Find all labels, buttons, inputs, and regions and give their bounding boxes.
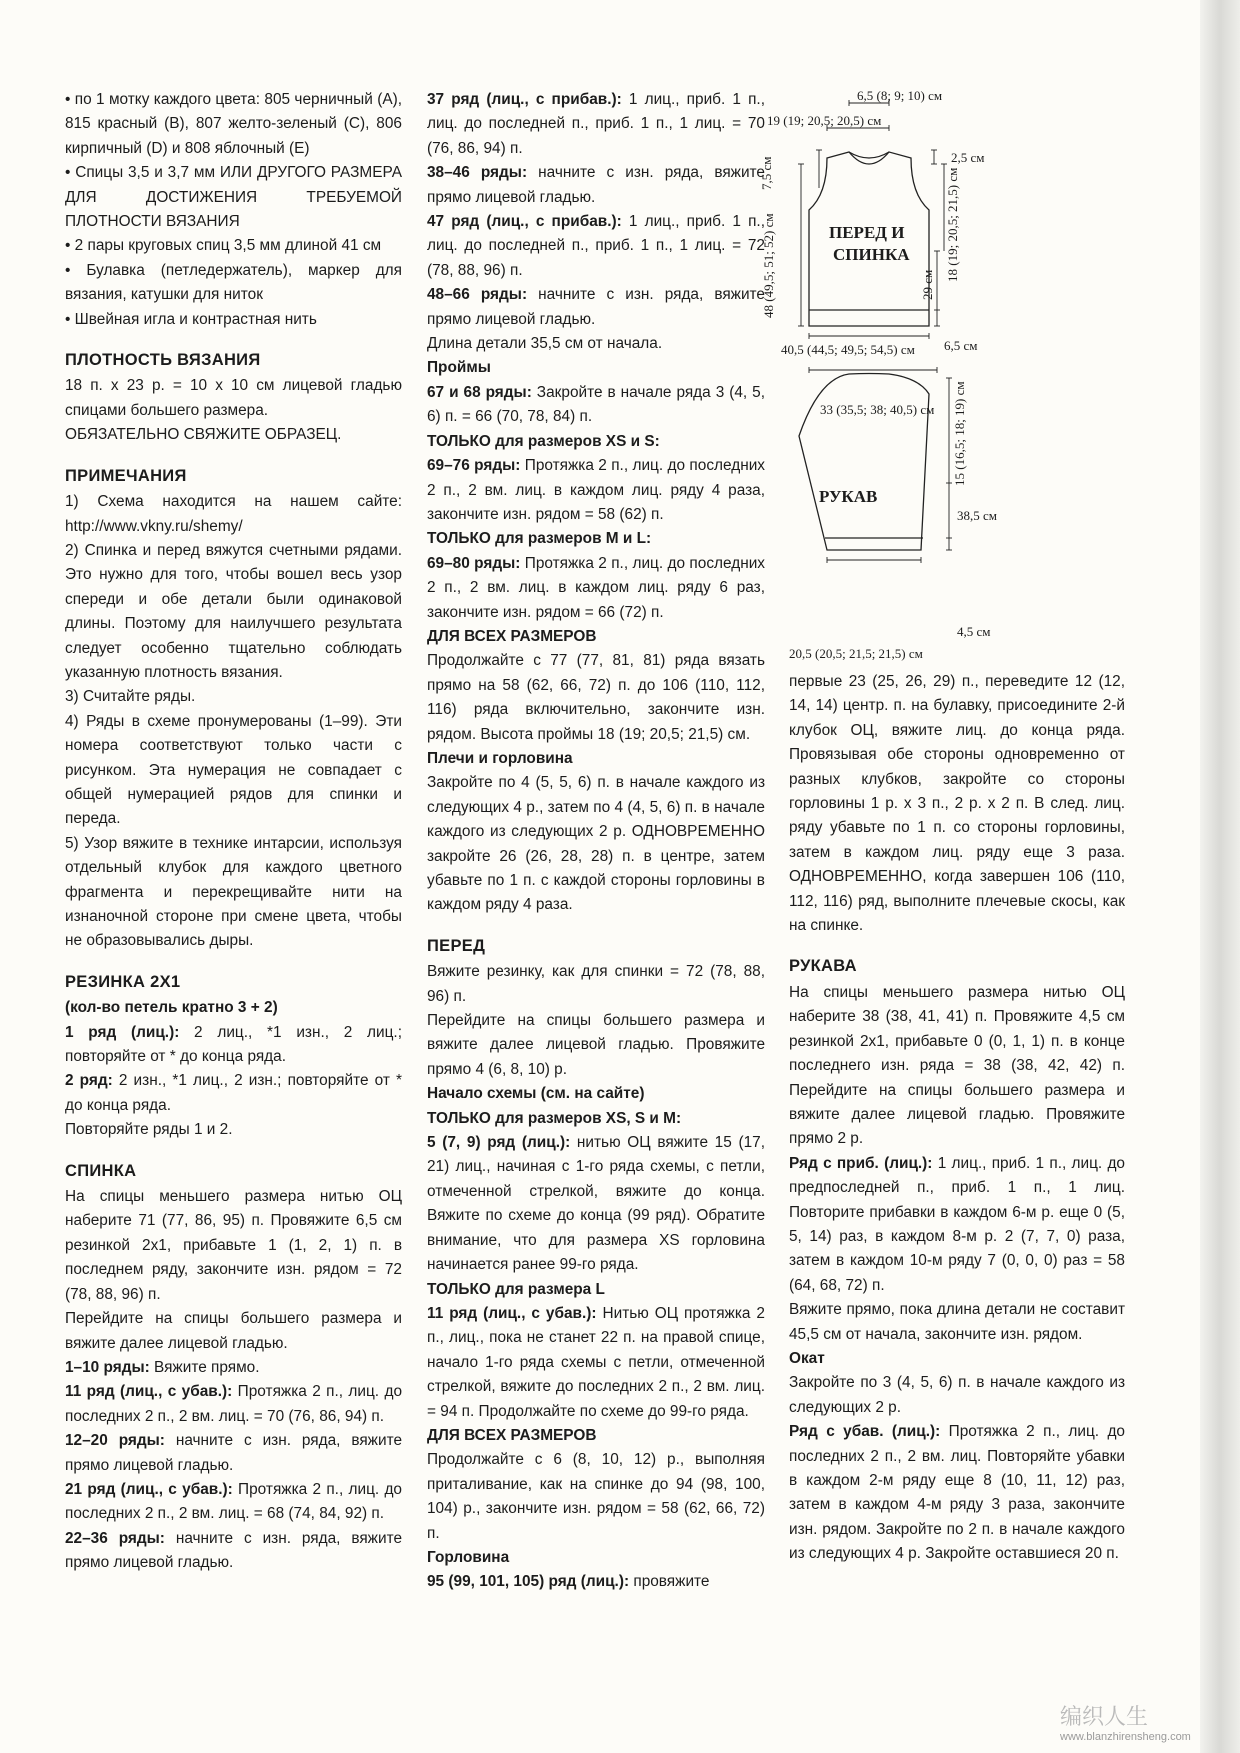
neck-depth-back-label: 2,5 см	[951, 150, 985, 165]
paragraph: На спицы меньшего размера нитью ОЦ наберите 71 (77, 86, 95) п. Провяжите 6,5 см резинкой 2х1, прибавьте 1 (1, 2, 1) п. в последнем ряду, закончите изн. рядом = 72 (78, 88, 96) п.	[65, 1188, 402, 1303]
cap-height-label: 15 (16,5; 18; 19) см	[952, 381, 967, 486]
instruction-row	[427, 1131, 765, 1277]
instruction-row	[427, 88, 765, 161]
row-label: 11 ряд (лиц., с убав.):	[65, 1383, 233, 1401]
paragraph: Длина детали 35,5 см от начала.	[427, 335, 663, 353]
instruction-row	[65, 1429, 402, 1478]
row-text: начните с изн. ряда, вяжите прямо лицевой гладью.	[65, 1432, 402, 1474]
row-text: 1 лиц., приб. 1 п., лиц. до последней п., приб. 1 п., 1 лиц. = 72 (78, 88, 96) п.	[427, 213, 765, 279]
subheading: ТОЛЬКО для размеров XS и S:	[427, 432, 660, 450]
subheading: ТОЛЬКО для размеров M и L:	[427, 530, 652, 548]
dimension-lines	[798, 100, 947, 339]
instruction-row	[65, 1527, 402, 1576]
instruction-row	[427, 454, 765, 527]
row-text: 1 лиц., приб. 1 п., лиц. до последней п., приб. 1 п., 1 лиц. = 70 (76, 86, 94) п.	[427, 91, 765, 157]
instruction-row	[427, 283, 765, 332]
row-text: Протяжка 2 п., лиц. до последних 2 п., 2 вм. лиц. Повторяйте убавки в каждом 2-м ряду еще 8 (10, 11, 12) раз, затем в каждом 4-м ряду 3 раза, закончите изн. рядом. Закройте по 2 п. в начале каждого из следующих 4 р. Закройте оставшиеся 20 п.	[789, 1423, 1125, 1563]
subheading: ТОЛЬКО для размера L	[427, 1280, 605, 1298]
paragraph: 18 п. х 23 р. = 10 х 10 см лицевой гладью спицами большего размера.	[65, 377, 402, 419]
row-text: Протяжка 2 п., лиц. до последних 2 п., 2 вм. лиц. = 68 (74, 84, 92) п.	[65, 1480, 402, 1523]
row-text: начните с изн. ряда, вяжите прямо лицевой гладью.	[65, 1529, 402, 1572]
row-text: 2 лиц., *1 изн., 2 лиц.; повторяйте от * до конца ряда.	[65, 1023, 402, 1066]
instruction-row	[65, 1356, 402, 1380]
row-label: 5 (7, 9) ряд (лиц.):	[427, 1134, 571, 1152]
row-label: 21 ряд (лиц., с убав.):	[65, 1480, 233, 1498]
row-text: начните с изн. ряда, вяжите прямо лицевой гладью.	[427, 164, 765, 206]
watermark-url: www.blanzhirensheng.com	[1060, 1731, 1191, 1743]
row-label: 67 и 68 ряды:	[427, 383, 532, 401]
body-label-2: СПИНКА	[833, 245, 910, 264]
row-label: 11 ряд (лиц., с убав.):	[427, 1304, 597, 1322]
paragraph: Перейдите на спицы большего размера и вяжите далее лицевой гладью.	[65, 1310, 402, 1352]
row-text: нитью ОЦ вяжите 15 (17, 21) лиц., начиная с 1-го ряда схемы, с петли, отмеченной стрелкой, вяжите до конца. Вяжите по схеме до конца (99 ряд). Обратите внимание, что для размера XS горловина начинается ранее 99-го ряда.	[427, 1134, 766, 1274]
paragraph: 1) Схема находится на нашем сайте: http://www.vkny.ru/shemy/	[65, 493, 402, 535]
paragraph: • Спицы 3,5 и 3,7 мм ИЛИ ДРУГОГО РАЗМЕРА ДЛЯ ДОСТИЖЕНИЯ ТРЕБУЕМОЙ ПЛОТНОСТИ ВЯЗАНИЯ	[65, 164, 402, 231]
subheading: ДЛЯ ВСЕХ РАЗМЕРОВ	[427, 627, 597, 645]
sleeve-piece	[799, 374, 929, 551]
row-text: 2 изн., *1 лиц., 2 изн.; повторяйте от * до конца ряда.	[65, 1072, 402, 1114]
instruction-row	[65, 1380, 402, 1429]
row-text: начните с изн. ряда, вяжите прямо лицевой гладью.	[427, 286, 765, 328]
paragraph: ОБЯЗАТЕЛЬНО СВЯЖИТЕ ОБРАЗЕЦ.	[65, 426, 342, 444]
paragraph: Вяжите резинку, как для спинки = 72 (78, 88, 96) п.	[427, 963, 765, 1005]
bottom-width-label: 40,5 (44,5; 49,5; 54,5) см	[781, 342, 915, 357]
row-text: Закройте в начале ряда 3 (4, 5, 6) п. = 66 (70, 78, 84) п.	[427, 383, 765, 426]
paragraph: 3) Считайте ряды.	[65, 688, 196, 706]
instruction-row	[789, 1420, 1125, 1566]
row-label: 95 (99, 101, 105) ряд (лиц.):	[427, 1573, 630, 1591]
instruction-row	[427, 381, 765, 430]
paragraph: Продолжайте с 77 (77, 81, 81) ряда вязать прямо на 58 (62, 66, 72) п. до 106 (110, 112, 116) ряда включительно, закончите изн. рядом. Высота проймы 18 (19; 20,5; 21,5) см.	[427, 652, 765, 743]
row-label: 1 ряд (лиц.):	[65, 1023, 180, 1041]
paragraph: Закройте по 3 (4, 5, 6) п. в начале каждого из следующих 2 р.	[789, 1374, 1125, 1416]
row-label: 47 ряд (лиц., с прибав.):	[427, 213, 622, 231]
subheading: ДЛЯ ВСЕХ РАЗМЕРОВ	[427, 1426, 597, 1444]
instruction-row	[427, 552, 765, 625]
section-heading: ПЕРЕД	[427, 936, 486, 955]
instruction-row	[427, 1302, 765, 1424]
body-length-label: 48 (49,5; 51; 52) см	[761, 213, 776, 318]
paragraph: 5) Узор вяжите в технике интарсии, используя отдельный клубок для каждого цветного фрагмента и перекрещивайте нити на изнаночной стороне при смене цвета, чтобы не образовывались дыры.	[65, 834, 402, 950]
column-right	[789, 670, 1125, 1567]
row-label: 2 ряд:	[65, 1072, 113, 1090]
row-text: Протяжка 2 п., лиц. до последних 2 п., 2 вм. лиц. в каждом лиц. ряду 4 раза, закончите изн. рядом = 58 (62) п.	[427, 457, 765, 523]
subheading: Горловина	[427, 1548, 510, 1566]
instruction-row	[427, 161, 765, 210]
row-text: Протяжка 2 п., лиц. до последних 2 п., 2 вм. лиц. в каждом лиц. ряду 6 раз, закончите изн. рядом = 66 (72) п.	[427, 554, 765, 621]
row-label: 69–76 ряды:	[427, 457, 521, 475]
row-text: Протяжка 2 п., лиц. до последних 2 п., 2 вм. лиц. = 70 (76, 86, 94) п.	[65, 1383, 403, 1425]
subheading: (кол-во петель кратно 3 + 2)	[65, 999, 278, 1017]
subheading: Начало схемы (см. на сайте)	[427, 1085, 645, 1103]
neck-depth-front-label: 7,5 см	[759, 156, 774, 190]
instruction-row	[427, 210, 765, 283]
paragraph: На спицы меньшего размера нитью ОЦ наберите 38 (38, 41, 41) п. Провяжите 4,5 см резинкой 2х1, прибавьте 0 (0, 1, 1) п. в конце последнего изн. ряда = 38 (38, 42, 42) п. Перейдите на спицы большего размера и вяжите далее лицевой гладью. Провяжите прямо 2 р.	[789, 983, 1125, 1148]
cuff-width-label: 20,5 (20,5; 21,5; 21,5) см	[789, 646, 923, 661]
paragraph: 4) Ряды в схеме пронумерованы (1–99). Эти номера соответствуют только части с рисунком. Эта нумерация не совпадает с общей нумерацией рядов для спинки и переда.	[65, 712, 402, 828]
schematic-diagrams	[759, 88, 1125, 668]
sleeve-label: РУКАВ	[819, 487, 878, 506]
column-left	[65, 88, 402, 1576]
rib-sleeve-label: 4,5 см	[957, 624, 991, 639]
rib-body-label: 6,5 см	[944, 338, 978, 353]
section-heading: ПРИМЕЧАНИЯ	[65, 466, 187, 485]
row-label: 12–20 ряды:	[65, 1432, 165, 1450]
row-label: 22–36 ряды:	[65, 1529, 165, 1547]
subheading: Плечи и горловина	[427, 749, 573, 767]
paragraph: • Швейная игла и контрастная нить	[65, 310, 317, 328]
section-heading: РУКАВА	[789, 957, 857, 976]
row-text: провяжите	[629, 1573, 710, 1591]
instruction-row	[789, 1152, 1125, 1298]
row-label: Ряд с приб. (лиц.):	[789, 1154, 933, 1172]
subheading: Проймы	[427, 359, 491, 377]
paragraph: Перейдите на спицы большего размера и вяжите далее лицевой гладью. Провяжите прямо 4 (6, 8, 10) р.	[427, 1012, 765, 1078]
body-label-1: ПЕРЕД И	[829, 223, 905, 242]
paragraph: Продолжайте с 6 (8, 10, 12) р., выполняя приталивание, как на спинке до 94 (98, 100, 104) р., закончите изн. рядом = 58 (62, 66, 72) п.	[427, 1451, 765, 1542]
paragraph: Вяжите прямо, пока длина детали не составит 45,5 см от начала, закончите изн. рядом.	[789, 1301, 1125, 1343]
paragraph: • 2 пары круговых спиц 3,5 мм длиной 41 см	[65, 237, 382, 255]
watermark-logo: 编织人生	[1060, 1705, 1149, 1730]
paragraph: • Булавка (петледержатель), маркер для вязания, катушки для ниток	[65, 261, 402, 304]
row-text: Нитью ОЦ протяжка 2 п., лиц., пока не станет 22 п. на правой спице, начало 1-го ряда схемы с петли, отмеченной стрелкой, вяжите до последних 2 п., 2 вм. лиц. = 94 п. Продолжайте по схеме до 99-го ряда.	[427, 1304, 765, 1420]
instruction-row	[65, 1069, 402, 1118]
page-edge	[1200, 0, 1240, 1753]
paragraph: 2) Спинка и перед вяжутся счетными рядами. Это нужно для того, чтобы вошел весь узор спереди и обе детали были одинаковой длины. Поэтому для наилучшего результата следует особенно тщательно соблюдать указанную плотность вязания.	[65, 541, 402, 681]
row-label: 38–46 ряды:	[427, 164, 528, 182]
sleeve-length-label: 38,5 см	[957, 508, 997, 523]
row-text: Вяжите прямо.	[149, 1358, 260, 1376]
row-label: 37 ряд (лиц., с прибав.):	[427, 91, 622, 108]
paragraph: • по 1 мотку каждого цвета: 805 черничный (A), 815 красный (B), 807 желто-зеленый (C), 806 кирпичный (D) и 808 яблочный (E)	[65, 91, 402, 157]
section-heading: ПЛОТНОСТЬ ВЯЗАНИЯ	[65, 351, 261, 370]
row-label: 1–10 ряды:	[65, 1358, 150, 1376]
sleeve-dimension-lines	[809, 367, 952, 563]
instruction-row	[65, 1021, 402, 1070]
row-label: 69–80 ряды:	[427, 554, 521, 572]
armhole-label: 18 (19; 20,5; 21,5) см	[945, 167, 960, 282]
section-heading: СПИНКА	[65, 1161, 137, 1180]
subheading: Окат	[789, 1349, 825, 1367]
neck-width-label: 6,5 (8; 9; 10) см	[857, 88, 943, 103]
shoulder-width-label: 19 (19; 20,5; 20,5) см	[767, 113, 882, 128]
section-heading: РЕЗИНКА 2Х1	[65, 972, 181, 991]
row-label: 48–66 ряды:	[427, 286, 528, 304]
row-label: Ряд с убав. (лиц.):	[789, 1423, 941, 1441]
row-text: 1 лиц., приб. 1 п., лиц. до предпоследней п., приб. 1 п., 1 лиц. Повторите прибавки в каждом 6-м р. еще 0 (5, 5, 14) раз, в каждом 8-м р. 2 (7, 7, 0) раза, затем в каждом 10-м ряду 7 (0, 0, 0) раз = 58 (64, 68, 72) п.	[789, 1154, 1125, 1294]
paragraph: первые 23 (25, 26, 29) п., переведите 12 (12, 14, 14) центр. п. на булавку, присоедините 2-й клубок ОЦ, вяжите лиц. до конца ряда. Провязывая обе стороны одновременно от разных клубков, закройте со стороны горловины 1 р. х 3 п., 2 р. х 2 п. В след. лиц. ряду убавьте по 1 п. со стороны горловины, затем в каждом лиц. ряду еще 3 раза. ОДНОВРЕМЕННО, когда завершен 106 (110, 112, 116) ряд, выполните плечевые скосы, как на спинке.	[789, 673, 1125, 935]
waist-length-label: 29 см	[920, 269, 935, 300]
instruction-row	[65, 1478, 402, 1527]
paragraph: Закройте по 4 (5, 5, 6) п. в начале каждого из следующих 4 р., затем по 4 (4, 5, 6) п. в начале каждого из следующих 2 р. ОДНОВРЕМЕННО закройте 26 (26, 28, 28) п. в центре, затем убавьте по 1 п. с каждой стороны горловины в каждом ряду 4 раза.	[427, 774, 765, 914]
column-middle	[427, 88, 765, 1595]
schematic-svg	[759, 88, 1125, 668]
paragraph: Повторяйте ряды 1 и 2.	[65, 1121, 233, 1139]
watermark	[1060, 1700, 1235, 1750]
upper-arm-label: 33 (35,5; 38; 40,5) см	[820, 402, 935, 417]
instruction-row	[427, 1570, 765, 1594]
subheading: ТОЛЬКО для размеров XS, S и M:	[427, 1109, 682, 1127]
